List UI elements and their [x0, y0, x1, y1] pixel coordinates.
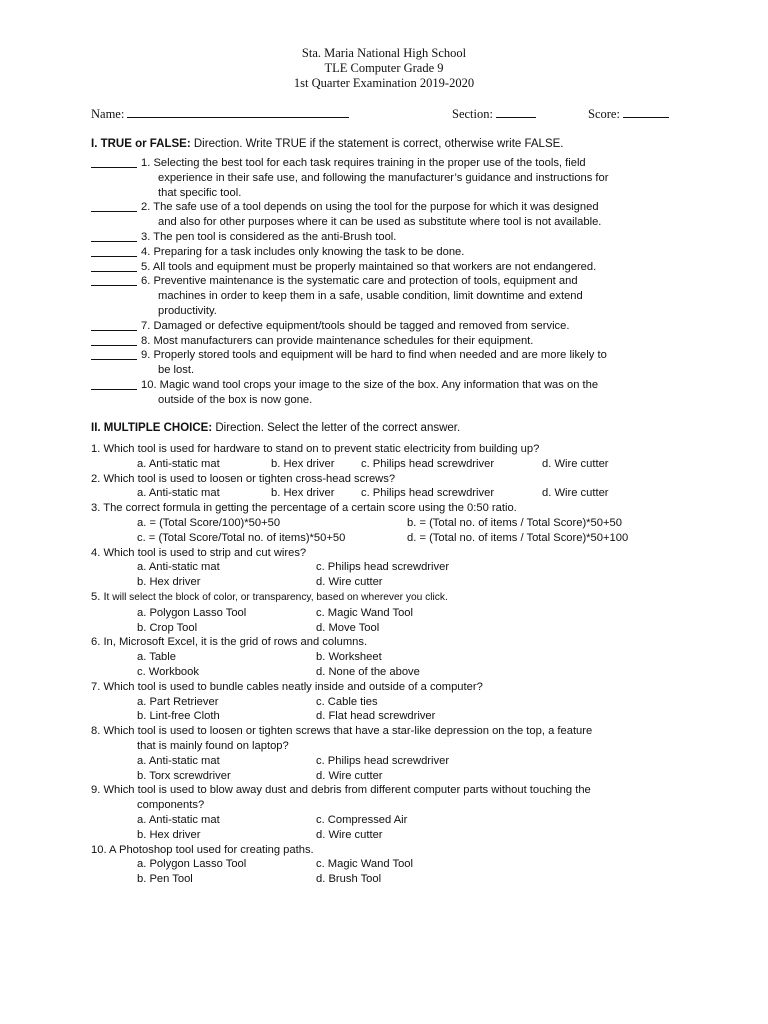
score-blank[interactable] [623, 106, 669, 118]
mc-option[interactable]: b. Hex driver [137, 576, 201, 589]
mc-question [91, 472, 681, 487]
mc-options-row [91, 560, 681, 575]
mc-option[interactable]: c. Workbook [137, 665, 199, 678]
tf-item [91, 260, 681, 275]
part2-heading: II. MULTIPLE CHOICE: Direction. Select the letter of the correct answer. [91, 422, 461, 434]
mc-options-row [91, 457, 681, 472]
tf-item-text-continued: be lost. [158, 364, 195, 377]
tf-item-text: 10. Magic wand tool crops your image to the size of the box. Any information that was on the [141, 378, 599, 391]
tf-item-text-continued: outside of the box is now gone. [158, 393, 313, 406]
mc-option[interactable]: d. Wire cutter [542, 487, 609, 500]
mc-options-row [91, 695, 681, 710]
section-field[interactable] [452, 106, 536, 122]
tf-answer-blank[interactable] [91, 211, 137, 212]
mc-option[interactable]: b. Hex driver [271, 457, 335, 470]
mc-options-row [91, 606, 681, 621]
mc-question-text-continued: that is mainly found on laptop? [137, 739, 289, 752]
mc-options-row [91, 650, 681, 665]
multiple-choice-list [91, 442, 681, 887]
mc-option[interactable]: a. Anti-static mat [137, 754, 220, 767]
tf-item-text: 9. Properly stored tools and equipment will be hard to find when needed and are more likely to [141, 349, 607, 362]
mc-question-text: 6. In, Microsoft Excel, it is the grid of rows and columns. [91, 636, 368, 649]
school-name: Sta. Maria National High School [301, 46, 467, 60]
mc-option[interactable]: c. Philips head screwdriver [361, 457, 495, 470]
mc-option[interactable]: a. Table [137, 651, 176, 664]
mc-option[interactable]: b. Worksheet [316, 651, 382, 664]
name-field[interactable] [91, 106, 349, 122]
tf-item [91, 378, 681, 408]
exam-title: 1st Quarter Examination 2019-2020 [293, 76, 475, 90]
mc-options-row [91, 516, 681, 531]
tf-answer-blank[interactable] [91, 345, 137, 346]
mc-question-text: 8. Which tool is used to loosen or tighten screws that have a star-like depression on the top, a feature [91, 725, 593, 738]
mc-option[interactable]: d. Flat head screwdriver [316, 710, 436, 723]
mc-options-row [91, 872, 681, 887]
mc-options-row [91, 813, 681, 828]
mc-option[interactable]: b. Torx screwdriver [137, 769, 231, 782]
part1-direction: Direction. Write TRUE if the statement is correct, otherwise write FALSE. [193, 138, 564, 150]
mc-option[interactable]: a. Anti-static mat [137, 457, 220, 470]
tf-item-text: 1. Selecting the best tool for each task requires training in the proper use of the tools, field [141, 157, 586, 169]
tf-item-text: 6. Preventive maintenance is the systematic care and protection of tools, equipment and [141, 275, 578, 288]
mc-options-row [91, 769, 681, 784]
mc-question-text: 5. I [91, 590, 107, 603]
tf-item-text-continued: productivity. [158, 304, 217, 317]
mc-option[interactable]: a. = (Total Score/100)*50+50 [137, 516, 281, 529]
tf-answer-blank[interactable] [91, 389, 137, 390]
tf-item-text: 5. All tools and equipment must be properly maintained so that workers are not endangered. [141, 260, 597, 273]
score-field[interactable] [588, 106, 669, 122]
mc-option[interactable]: c. Magic Wand Tool [316, 606, 413, 619]
mc-options-row [91, 709, 681, 724]
mc-question-text-continued: components? [137, 799, 205, 812]
mc-options-row [91, 621, 681, 636]
mc-option[interactable]: a. Anti-static mat [137, 487, 220, 500]
tf-item-text-continued: that specific tool. [158, 186, 242, 199]
mc-question [91, 724, 681, 754]
tf-answer-blank[interactable] [91, 359, 137, 360]
mc-question [91, 680, 681, 695]
mc-options-row [91, 575, 681, 590]
mc-question-text: 7. Which tool is used to bundle cables neatly inside and outside of a computer? [91, 680, 483, 693]
true-false-list [91, 156, 681, 408]
tf-item [91, 156, 681, 200]
tf-item-text: 7. Damaged or defective equipment/tools should be tagged and removed from service. [141, 319, 570, 332]
tf-answer-blank[interactable] [91, 285, 137, 286]
mc-options-row [91, 665, 681, 680]
mc-question [91, 843, 681, 858]
tf-answer-blank[interactable] [91, 167, 137, 168]
document-header [0, 46, 768, 91]
tf-item [91, 200, 681, 230]
mc-option[interactable]: b. Hex driver [137, 828, 201, 841]
tf-answer-blank[interactable] [91, 256, 137, 257]
student-info-line [91, 106, 681, 122]
mc-options-row [91, 857, 681, 872]
part1-heading: I. TRUE or FALSE: Direction. Write TRUE if the statement is correct, otherwise write FALSE. [91, 138, 564, 150]
mc-option[interactable]: d. Wire cutter [316, 576, 383, 589]
mc-question-text: 3. The correct formula in getting the percentage of a certain score using the 0:50 ratio. [91, 502, 517, 515]
mc-option[interactable]: d. Move Tool [316, 621, 380, 634]
mc-option[interactable]: d. Wire cutter [316, 828, 383, 841]
mc-option[interactable]: d. Wire cutter [316, 769, 383, 782]
tf-item-text-continued: experience in their safe use, and following the manufacturer’s guidance and instructions for [158, 171, 609, 184]
tf-item [91, 230, 681, 245]
mc-option[interactable]: d. Brush Tool [316, 873, 382, 886]
mc-option[interactable]: c. Philips head screwdriver [361, 487, 495, 500]
mc-question-text: 4. Which tool is used to strip and cut wires? [91, 546, 307, 559]
mc-option[interactable]: c. Philips head screwdriver [316, 754, 450, 767]
tf-item [91, 348, 681, 378]
mc-option[interactable]: c. = (Total Score/Total no. of items)*50+50 [137, 531, 346, 544]
part2-direction: Direction. Select the letter of the correct answer. [215, 422, 461, 434]
section-blank[interactable] [496, 106, 536, 118]
mc-question-text: 10. A Photoshop tool used for creating paths. [91, 843, 314, 856]
tf-item [91, 334, 681, 349]
mc-question-text: 1. Which tool is used for hardware to stand on to prevent static electricity from building up? [91, 443, 540, 455]
mc-option[interactable]: a. Anti-static mat [137, 813, 220, 826]
tf-answer-blank[interactable] [91, 241, 137, 242]
score-label: Score: [588, 107, 620, 121]
mc-option[interactable]: c. Cable ties [316, 695, 378, 708]
mc-question-text-continued: t will select the block of color, or transparency, based on wherever you click. [106, 591, 448, 603]
tf-item-text-continued: machines in order to keep them in a safe, usable condition, limit downtime and extend [158, 290, 583, 303]
mc-question [91, 783, 681, 813]
section-label: Section: [452, 107, 493, 121]
subject-title: TLE Computer Grade 9 [324, 61, 444, 75]
name-label: Name: [91, 107, 125, 121]
mc-option[interactable]: a. Anti-static mat [137, 561, 220, 574]
mc-option[interactable]: a. Polygon Lasso Tool [137, 606, 247, 619]
mc-option[interactable]: d. = (Total no. of items / Total Score)*50+100 [407, 531, 629, 544]
tf-item-text: 2. The safe use of a tool depends on using the tool for the purpose for which it was designed [141, 201, 599, 214]
mc-option[interactable]: a. Polygon Lasso Tool [137, 858, 247, 871]
mc-question [91, 635, 681, 650]
tf-item-text: 8. Most manufacturers can provide maintenance schedules for their equipment. [141, 334, 534, 347]
mc-option[interactable]: d. Wire cutter [542, 457, 609, 470]
mc-question [91, 546, 681, 561]
mc-option[interactable]: b. = (Total no. of items / Total Score)*50+50 [407, 516, 622, 529]
tf-item [91, 319, 681, 334]
mc-options-row [91, 531, 681, 546]
mc-question [91, 590, 681, 606]
mc-option[interactable]: d. None of the above [316, 665, 420, 678]
mc-option[interactable]: b. Lint-free Cloth [137, 710, 220, 723]
name-blank[interactable] [127, 106, 349, 118]
mc-option[interactable]: c. Compressed Air [316, 813, 408, 826]
mc-question [91, 501, 681, 516]
tf-item [91, 245, 681, 260]
mc-option[interactable]: b. Pen Tool [137, 873, 193, 886]
mc-option[interactable]: b. Crop Tool [137, 621, 198, 634]
mc-question-text: 9. Which tool is used to blow away dust and debris from different computer parts without touching the [91, 784, 591, 797]
mc-options-row [91, 828, 681, 843]
tf-answer-blank[interactable] [91, 330, 137, 331]
tf-item [91, 274, 681, 318]
tf-item-text-continued: and also for other purposes where it can be used as substitute where tool is not available. [158, 216, 602, 229]
tf-answer-blank[interactable] [91, 271, 137, 272]
mc-option[interactable]: c. Philips head screwdriver [316, 561, 450, 574]
mc-question-text: 2. Which tool is used to loosen or tighten cross-head screws? [91, 472, 396, 485]
mc-option[interactable]: a. Part Retriever [137, 695, 219, 708]
mc-options-row [91, 754, 681, 769]
tf-item-text: 4. Preparing for a task includes only knowing the task to be done. [141, 245, 465, 258]
mc-options-row [91, 486, 681, 501]
mc-option[interactable]: c. Magic Wand Tool [316, 858, 413, 871]
mc-question [91, 442, 681, 457]
tf-item-text: 3. The pen tool is considered as the anti-Brush tool. [141, 230, 397, 243]
mc-option[interactable]: b. Hex driver [271, 487, 335, 500]
